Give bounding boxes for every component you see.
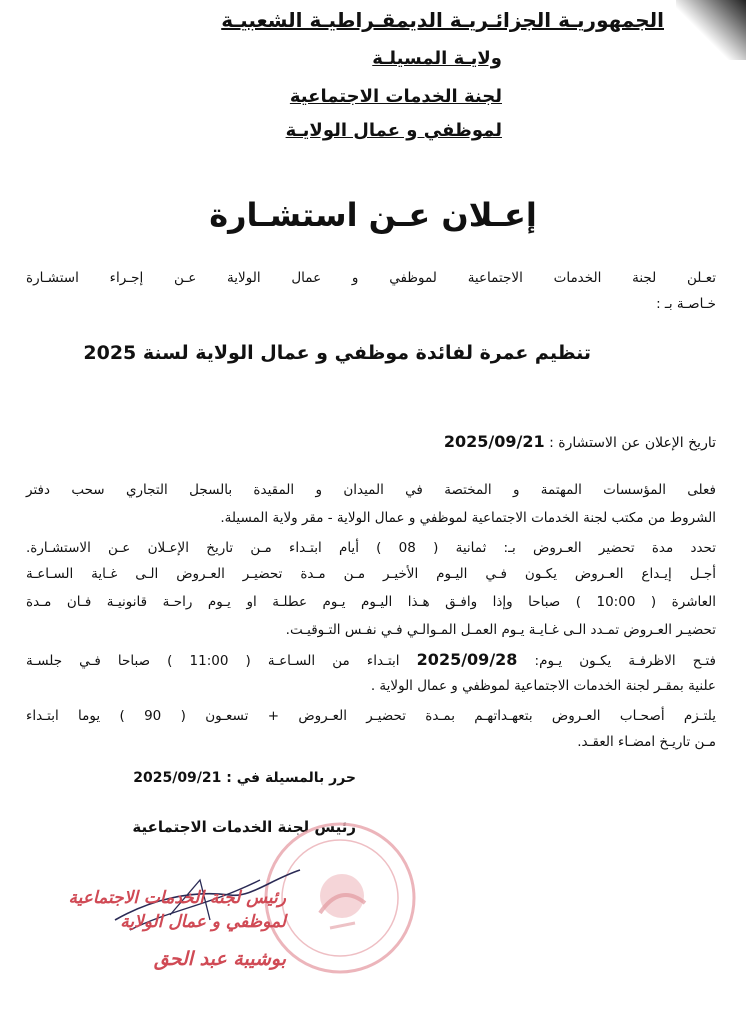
- body-line-4: أجـل إيـداع العـروض يكـون فـي اليـوم الأخيـر مـن مـدة تحضيـر العـروض الـى غـاية السـاعـة: [26, 566, 716, 582]
- body-line-1: فعلى المؤسسات المهتمة و المختصة في الميدان و المقيدة بالسجل التجاري سحب دفتر: [26, 482, 716, 498]
- stamp-line-1: رئيس لجنة الخدمات الاجتماعية: [68, 888, 286, 908]
- president-title: رئيس لجنة الخدمات الاجتماعية: [132, 818, 356, 836]
- body-line-2: الشروط من مكتب لجنة الخدمات الاجتماعية لموظفي و عمال الولاية - مقر ولاية المسيلة.: [220, 510, 716, 526]
- header-staff: لموظفي و عمال الولايـة: [285, 120, 502, 141]
- body-line-7: [26, 650, 716, 669]
- header-committee: لجنة الخدمات الاجتماعية: [289, 86, 502, 107]
- body-line-6: تحضيـر العـروض تمـدد الـى غـايـة يـوم العمـل المـوالـي فـي نفـس التـوقيـت.: [285, 622, 716, 638]
- opening-date: 2025/09/28: [416, 650, 518, 669]
- intro-line-1: تعـلن لجنة الخدمات الاجتماعية لموظفي و عمال الولاية عـن إجـراء استشـارة: [26, 270, 716, 286]
- scan-corner-shadow: [676, 0, 746, 60]
- document-title: إعـلان عـن استشـارة: [209, 196, 537, 234]
- opening-label: فتـح الاظرفـة يكـون يـوم:: [534, 653, 716, 669]
- body-line-3: تحدد مدة تحضير العـروض بـ: ثمانية ( 08 ) أيام ابتـداء مـن تاريخ الإعـلان عـن الاستشـارة.: [26, 540, 717, 556]
- header-republic: الجمهوريـة الجزائـريـة الديمقـراطيـة الشعبيـة: [221, 8, 664, 32]
- body-line-10: مـن تاريـخ امضـاء العقـد.: [577, 734, 716, 750]
- announcement-date-value: 2025/09/21: [443, 432, 545, 451]
- opening-time-text: ابتـداء من السـاعـة ( 11:00 ) صباحا فـي جلسـة: [26, 653, 400, 669]
- announcement-date-label: تاريخ الإعلان عن الاستشارة :: [549, 435, 716, 451]
- intro-line-2: خـاصـة بـ :: [656, 296, 716, 312]
- body-line-9: يلتـزم أصحـاب العـروض بتعهـداتهـم بمـدة تحضيـر العـروض + تسعـون ( 90 ) يوما ابتـداء: [26, 708, 716, 724]
- body-line-8: علنية بمقـر لجنة الخدمات الاجتماعية لموظفي و عمال الولاية .: [370, 678, 716, 694]
- announcement-date: [444, 432, 716, 451]
- signed-date: 2025/09/21: [133, 770, 222, 786]
- subject: تنظيم عمرة لفائدة موظفي و عمال الولاية لسنة 2025: [83, 342, 591, 364]
- signed-label: حرر بالمسيلة في :: [226, 770, 356, 786]
- stamp-name: بوشيبة عبد الحق: [153, 948, 286, 970]
- signed-place-date: [133, 770, 356, 786]
- body-line-5: العاشرة ( 10:00 ) صباحا وإذا وافـق هـذا اليـوم يـوم عطلـة او يـوم راحـة قانونيـة فـان مـدة: [26, 594, 716, 610]
- header-wilaya: ولايـة المسيلـة: [372, 48, 502, 69]
- stamp-line-2: لموظفي و عمال الولاية: [120, 912, 286, 932]
